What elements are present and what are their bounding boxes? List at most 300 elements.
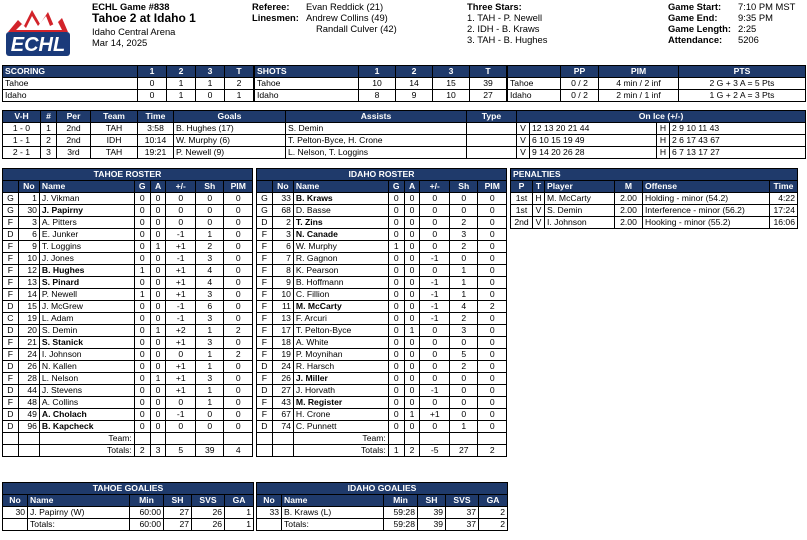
cell: 0 <box>388 397 404 409</box>
col-header: SH <box>418 495 446 507</box>
cell: +1 <box>166 241 196 253</box>
cell <box>3 445 19 457</box>
player-name: L. Nelson <box>39 373 134 385</box>
cell: 0 <box>224 361 253 373</box>
cell: 0 <box>150 337 166 349</box>
number-cell: 17 <box>272 325 293 337</box>
cell: 0 <box>388 313 404 325</box>
cell: H <box>657 147 670 159</box>
cell: 1 <box>388 445 404 457</box>
cell: 0 <box>224 229 253 241</box>
cell: 0 <box>150 253 166 265</box>
cell: 0 <box>449 385 477 397</box>
cell: H <box>657 123 670 135</box>
cell: 1 <box>41 123 57 135</box>
cell: 0 <box>224 289 253 301</box>
number-cell: 74 <box>272 421 293 433</box>
cell <box>404 433 420 445</box>
number-cell: 13 <box>18 277 39 289</box>
cell: 0 <box>420 265 450 277</box>
number-cell: 9 <box>18 241 39 253</box>
player-row <box>3 241 253 253</box>
cell: 2 <box>478 301 507 313</box>
number-cell: 8 <box>272 265 293 277</box>
cell: 1 <box>150 241 166 253</box>
position-cell: F <box>257 241 273 253</box>
col-header: A <box>150 181 166 193</box>
cell: W. Murphy (6) <box>174 135 286 147</box>
cell: 0 <box>150 409 166 421</box>
cell: 3 <box>41 147 57 159</box>
col-header <box>508 66 561 78</box>
player-name: J. Stevens <box>39 385 134 397</box>
cell: 1 <box>167 78 196 90</box>
position-cell: F <box>257 409 273 421</box>
player-row <box>257 349 507 361</box>
player-name: L. Adam <box>39 313 134 325</box>
col-header: 2 <box>167 66 196 78</box>
cell: -1 <box>166 229 196 241</box>
player-name: P. Newell <box>39 289 134 301</box>
player-name: F. Arcuri <box>293 313 388 325</box>
cell: 0 <box>388 361 404 373</box>
col-header: Goals <box>174 111 286 123</box>
cell: 14 <box>396 78 433 90</box>
number-cell: 68 <box>272 205 293 217</box>
player-name: R. Gagnon <box>293 253 388 265</box>
totals-row <box>257 445 507 457</box>
cell <box>18 445 39 457</box>
cell: 6 <box>195 301 223 313</box>
col-header: Per <box>57 111 91 123</box>
cell: -1 <box>420 301 450 313</box>
attendance: 5206 <box>738 34 759 45</box>
cell: 10 <box>359 78 396 90</box>
cell: 0 <box>134 385 150 397</box>
player-name: A. White <box>293 337 388 349</box>
cell: 0 <box>138 78 167 90</box>
cell: +1 <box>166 373 196 385</box>
cell: 2 <box>225 78 254 90</box>
cell: 0 <box>404 385 420 397</box>
cell: 0 <box>420 241 450 253</box>
cell: 0 <box>404 253 420 265</box>
game-start-label: Game Start: <box>668 1 722 12</box>
number-cell: 9 <box>272 277 293 289</box>
player-name: C. Fillion <box>293 289 388 301</box>
game-length-label: Game Length: <box>668 23 732 34</box>
cell: 0 <box>420 229 450 241</box>
cell: 0 <box>404 337 420 349</box>
cell: 0 <box>478 265 507 277</box>
number-cell: 26 <box>18 361 39 373</box>
cell: 0 <box>150 205 166 217</box>
idaho-goalies-title: IDAHO GOALIES <box>257 483 508 495</box>
arena: Idaho Central Arena <box>92 26 176 37</box>
cell: 2 <box>479 507 508 519</box>
player-row <box>3 397 253 409</box>
cell: 0 <box>134 313 150 325</box>
cell: 0 <box>478 277 507 289</box>
player-name: W. Murphy <box>293 241 388 253</box>
player-row <box>3 313 253 325</box>
col-header: No <box>257 495 282 507</box>
col-header: GA <box>225 495 254 507</box>
player-row <box>3 325 253 337</box>
cell: 0 <box>166 205 196 217</box>
cell: L. Nelson, T. Loggins <box>286 147 467 159</box>
player-row <box>3 289 253 301</box>
player-row <box>257 373 507 385</box>
cell <box>166 433 196 445</box>
position-cell: C <box>3 313 19 325</box>
player-name: B. Hoffmann <box>293 277 388 289</box>
cell: 0 <box>134 361 150 373</box>
cell: 0 <box>404 217 420 229</box>
cell: 0 <box>388 265 404 277</box>
scoring-title: SCORING <box>3 66 138 78</box>
cell: 0 <box>166 217 196 229</box>
player-name: C. Punnett <box>293 421 388 433</box>
cell: 0 <box>404 397 420 409</box>
cell: 0 <box>420 205 450 217</box>
cell: 0 <box>404 193 420 205</box>
player-row <box>257 421 507 433</box>
player-name: A. Collins <box>39 397 134 409</box>
position-cell: F <box>257 265 273 277</box>
cell: 0 <box>449 409 477 421</box>
cell: 1 <box>404 409 420 421</box>
cell: 0 <box>134 373 150 385</box>
cell: 0 <box>388 421 404 433</box>
cell <box>257 433 273 445</box>
cell: 0 <box>478 289 507 301</box>
cell: 27 <box>164 507 192 519</box>
totals-row <box>3 445 253 457</box>
player-name: J. Jones <box>39 253 134 265</box>
cell: 1 <box>167 90 196 102</box>
cell: 3 <box>150 445 166 457</box>
cell: 0 <box>224 301 253 313</box>
cell: -1 <box>420 313 450 325</box>
cell <box>150 433 166 445</box>
col-header: No <box>272 181 293 193</box>
player-row <box>3 373 253 385</box>
player-name: K. Pearson <box>293 265 388 277</box>
cell: 0 <box>478 229 507 241</box>
cell: 0 <box>478 205 507 217</box>
cell <box>467 147 517 159</box>
cell: 0 <box>478 349 507 361</box>
cell: 0 <box>388 253 404 265</box>
number-cell: 49 <box>18 409 39 421</box>
shots-table <box>254 65 507 102</box>
cell: 0 <box>224 409 253 421</box>
cell: 0 <box>195 205 223 217</box>
col-header: T <box>470 66 507 78</box>
player-row <box>257 253 507 265</box>
col-header: V-H <box>3 111 41 123</box>
cell: 0 <box>166 397 196 409</box>
cell: M. McCarty <box>545 193 615 205</box>
cell: 2 <box>449 217 477 229</box>
col-header: Player <box>545 181 615 193</box>
cell <box>257 519 282 531</box>
cell: 2 <box>195 241 223 253</box>
cell: 0 <box>388 289 404 301</box>
cell: 27 <box>164 519 192 531</box>
position-cell: F <box>3 217 19 229</box>
cell <box>420 433 450 445</box>
col-header: Name <box>293 181 388 193</box>
cell: +1 <box>166 277 196 289</box>
cell: +1 <box>166 265 196 277</box>
totals-row <box>257 519 508 531</box>
cell: 2.00 <box>615 193 643 205</box>
cell: 1 <box>134 289 150 301</box>
cell: 0 <box>478 253 507 265</box>
player-row <box>257 337 507 349</box>
cell: 0 <box>195 193 223 205</box>
number-cell: 1 <box>18 193 39 205</box>
cell: 0 <box>420 193 450 205</box>
cell: 15 <box>433 78 470 90</box>
col-header: G <box>134 181 150 193</box>
cell: V <box>517 123 530 135</box>
col-header: No <box>3 495 28 507</box>
player-name: S. Stanick <box>39 337 134 349</box>
cell: 9 <box>396 90 433 102</box>
col-header <box>3 181 19 193</box>
cell: 0 <box>404 301 420 313</box>
team-row <box>3 433 253 445</box>
cell: 0 / 2 <box>561 90 599 102</box>
player-row <box>257 409 507 421</box>
col-header: +/- <box>420 181 450 193</box>
cell: 0 <box>420 325 450 337</box>
position-cell: F <box>3 253 19 265</box>
cell: 2 <box>478 445 507 457</box>
cell <box>3 519 28 531</box>
special-teams-table <box>507 65 806 102</box>
cell: 2 6 17 43 67 <box>670 135 806 147</box>
player-row <box>257 265 507 277</box>
cell: 1 <box>195 361 223 373</box>
cell: 39 <box>418 519 446 531</box>
col-header: GA <box>479 495 508 507</box>
player-name: R. Harsch <box>293 361 388 373</box>
cell: 0 <box>478 325 507 337</box>
table-row <box>3 123 806 135</box>
referee: Evan Reddick (21) <box>306 1 384 12</box>
cell: 26 <box>192 507 225 519</box>
player-row <box>257 325 507 337</box>
cell: 2 <box>449 313 477 325</box>
col-header: 3 <box>196 66 225 78</box>
cell: 0 <box>388 229 404 241</box>
position-cell: G <box>3 193 19 205</box>
cell: 0 <box>478 397 507 409</box>
cell: 1st <box>511 193 533 205</box>
cell: 0 <box>150 193 166 205</box>
number-cell: 15 <box>18 301 39 313</box>
cell: -1 <box>166 253 196 265</box>
cell: 0 <box>478 193 507 205</box>
cell: 0 <box>404 349 420 361</box>
cell: TAH <box>91 123 138 135</box>
cell: 0 <box>166 421 196 433</box>
number-cell: 3 <box>272 229 293 241</box>
col-header: 2 <box>396 66 433 78</box>
cell: 1 <box>195 397 223 409</box>
col-header: +/- <box>166 181 196 193</box>
position-cell: D <box>3 385 19 397</box>
player-name: S. Pinard <box>39 277 134 289</box>
cell: 1 <box>225 519 254 531</box>
table-row <box>3 78 254 90</box>
cell: 2 9 10 11 43 <box>670 123 806 135</box>
cell: 37 <box>446 507 479 519</box>
cell: Interference - minor (56.2) <box>643 205 770 217</box>
player-name: D. Basse <box>293 205 388 217</box>
cell: 59:28 <box>384 507 418 519</box>
cell: 0 <box>404 277 420 289</box>
number-cell: 21 <box>18 337 39 349</box>
cell: +1 <box>420 409 450 421</box>
cell: 1 <box>225 507 254 519</box>
position-cell: F <box>3 265 19 277</box>
table-row <box>508 78 806 90</box>
cell: 0 <box>224 397 253 409</box>
col-header: PIM <box>599 66 679 78</box>
cell: 0 <box>196 90 225 102</box>
cell: 19:21 <box>138 147 174 159</box>
player-row <box>3 217 253 229</box>
cell: 0 <box>478 409 507 421</box>
col-header: Sh <box>449 181 477 193</box>
cell: 4 min / 2 inf <box>599 78 679 90</box>
number-cell: 10 <box>18 253 39 265</box>
cell: 1 <box>449 421 477 433</box>
cell: 3 <box>449 325 477 337</box>
cell: 1 <box>134 265 150 277</box>
cell: 0 <box>134 421 150 433</box>
player-name: B. Kapcheck <box>39 421 134 433</box>
number-cell: 30 <box>18 205 39 217</box>
cell: 0 <box>150 397 166 409</box>
cell: 0 <box>150 265 166 277</box>
cell: 2 <box>134 445 150 457</box>
cell: 17:24 <box>770 205 798 217</box>
cell: 60:00 <box>130 519 164 531</box>
player-row <box>257 217 507 229</box>
player-row <box>3 301 253 313</box>
number-cell: 96 <box>18 421 39 433</box>
cell: -1 <box>166 409 196 421</box>
cell: 0 <box>478 217 507 229</box>
number-cell: 44 <box>18 385 39 397</box>
position-cell: F <box>3 349 19 361</box>
cell <box>272 445 293 457</box>
team-name: Tahoe <box>508 78 561 90</box>
cell: Hooking - minor (55.2) <box>643 217 770 229</box>
player-row <box>257 385 507 397</box>
cell: B. Kraws (L) <box>282 507 384 519</box>
star-1: 1. TAH - P. Newell <box>467 12 543 23</box>
cell <box>195 433 223 445</box>
player-row <box>257 397 507 409</box>
cell: 2 <box>449 361 477 373</box>
col-header: No <box>18 181 39 193</box>
cell: 0 <box>134 301 150 313</box>
cell: 60:00 <box>130 507 164 519</box>
cell: V <box>517 147 530 159</box>
star-3: 3. TAH - B. Hughes <box>467 34 548 45</box>
cell: -1 <box>166 301 196 313</box>
col-header: On Ice (+/-) <box>517 111 806 123</box>
player-name: T. Loggins <box>39 241 134 253</box>
player-name: I. Johnson <box>39 349 134 361</box>
player-name: T. Zins <box>293 217 388 229</box>
cell: 0 <box>388 217 404 229</box>
cell: 0 <box>224 313 253 325</box>
number-cell: 19 <box>18 313 39 325</box>
position-cell: D <box>3 325 19 337</box>
cell: +1 <box>166 361 196 373</box>
cell: 3rd <box>57 147 91 159</box>
attendance-label: Attendance: <box>668 34 723 45</box>
cell: 3:58 <box>138 123 174 135</box>
cell: 0 <box>150 349 166 361</box>
position-cell: F <box>257 253 273 265</box>
cell: 0 <box>478 313 507 325</box>
cell: H <box>657 135 670 147</box>
player-name: A. Pitters <box>39 217 134 229</box>
shots-title: SHOTS <box>255 66 359 78</box>
cell: 0 <box>224 277 253 289</box>
cell: 8 <box>359 90 396 102</box>
cell: 0 <box>150 361 166 373</box>
col-header: PP <box>561 66 599 78</box>
cell: 0 <box>224 205 253 217</box>
player-row <box>3 337 253 349</box>
col-header: Name <box>39 181 134 193</box>
cell: 0 <box>134 241 150 253</box>
team-name: Tahoe <box>255 78 359 90</box>
position-cell: D <box>3 409 19 421</box>
position-cell: D <box>3 301 19 313</box>
player-row <box>3 385 253 397</box>
logo-text: ECHL <box>10 34 66 56</box>
cell: 0 <box>449 337 477 349</box>
number-cell: 33 <box>272 193 293 205</box>
tahoe-goalies-table <box>2 482 254 531</box>
cell: 0 <box>134 337 150 349</box>
player-row <box>3 361 253 373</box>
tahoe-roster-table <box>2 168 253 457</box>
cell: 0 <box>404 241 420 253</box>
cell: 0 <box>420 337 450 349</box>
number-cell: 10 <box>272 289 293 301</box>
table-row <box>511 205 798 217</box>
cell: 0 <box>150 313 166 325</box>
cell: 0 <box>478 241 507 253</box>
game-number: ECHL Game #838 <box>92 1 170 12</box>
cell: B. Hughes (17) <box>174 123 286 135</box>
cell: 1 <box>225 90 254 102</box>
cell: 0 <box>404 205 420 217</box>
game-length: 2:25 <box>738 23 757 34</box>
